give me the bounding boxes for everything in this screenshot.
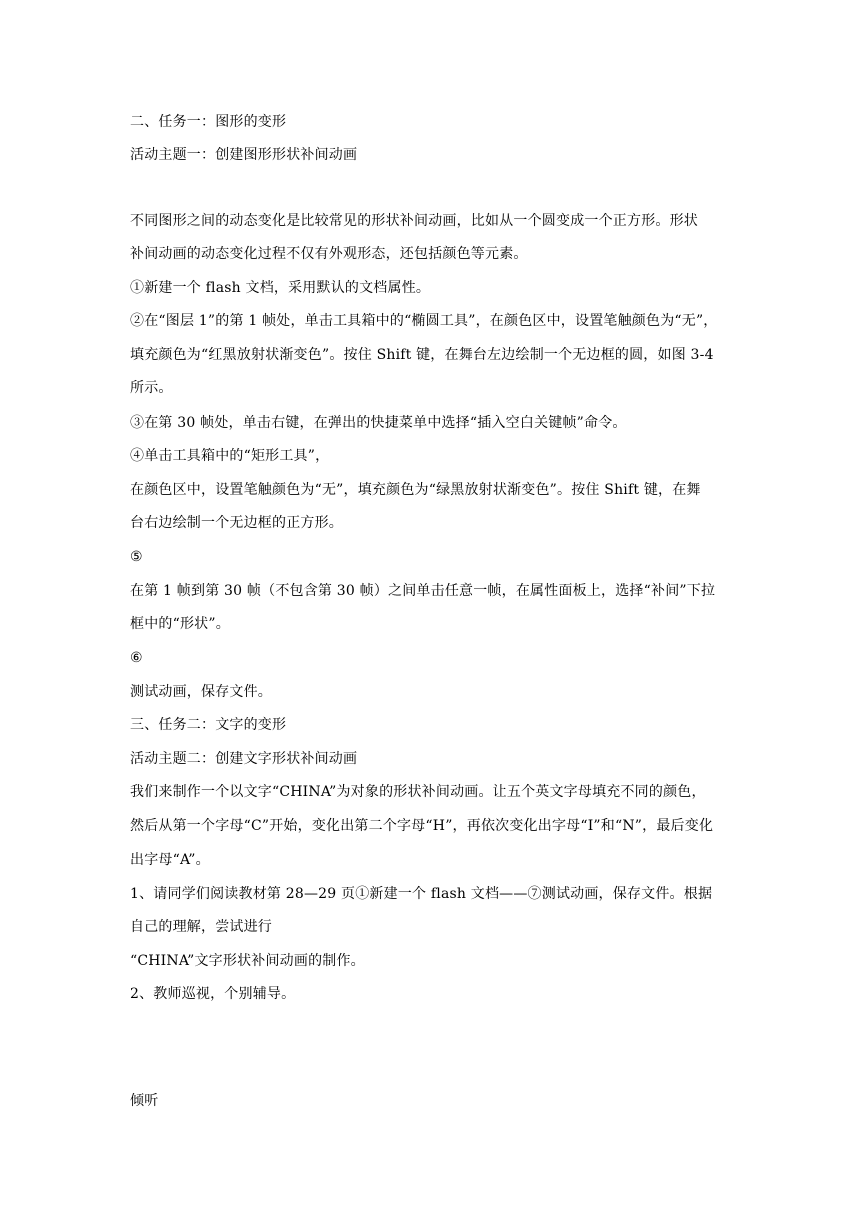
paragraph-line: 然后从第一个字母“C”开始，变化出第二个字母“H”，再依次变化出字母“I”和“N”，最后变化 (130, 818, 714, 834)
paragraph-line: 出字母“A”。 (130, 852, 210, 868)
step-4-line: 在颜色区中，设置笔触颜色为“无”，填充颜色为“绿黑放射状渐变色”。按住 Shift 键，在舞 (130, 482, 701, 498)
step-6-marker: ⑥ (130, 650, 143, 666)
instruction-1-line: 1、请同学们阅读教材第 28—29 页①新建一个 flash 文档——⑦测试动画，保存文件。根据 (130, 886, 713, 902)
step-4-line: ④单击工具箱中的“矩形工具”， (130, 448, 330, 464)
paragraph-line: 不同图形之间的动态变化是比较常见的形状补间动画，比如从一个圆变成一个正方形。形状 (130, 213, 698, 229)
step-1-line: ①新建一个 flash 文档，采用默认的文档属性。 (130, 280, 431, 296)
activity-theme-two: 活动主题二：创建文字形状补间动画 (130, 751, 358, 767)
step-4-line: 台右边绘制一个无边框的正方形。 (130, 515, 343, 531)
section-heading-task-two: 三、任务二：文字的变形 (130, 717, 287, 733)
step-5-line: 框中的“形状”。 (130, 616, 230, 632)
step-2-line: 所示。 (130, 380, 173, 396)
instruction-2-line: 2、教师巡视，个别辅导。 (130, 986, 296, 1002)
step-6-line: 测试动画，保存文件。 (130, 684, 272, 700)
paragraph-line: 我们来制作一个以文字“CHINA”为对象的形状补间动画。让五个英文字母填充不同的颜色， (130, 784, 706, 800)
instruction-1-line: 自己的理解，尝试进行 (130, 919, 272, 935)
activity-theme-one: 活动主题一：创建图形形状补间动画 (130, 147, 358, 163)
section-heading-task-one: 二、任务一：图形的变形 (130, 114, 287, 130)
step-2-line: ②在“图层 1”的第 1 帧处，单击工具箱中的“椭圆工具”，在颜色区中，设置笔触颜色为“无”， (130, 313, 718, 329)
student-activity-label: 倾听 (130, 1093, 159, 1109)
instruction-1-line: “CHINA”文字形状补间动画的制作。 (130, 953, 365, 969)
step-3-line: ③在第 30 帧处，单击右键，在弹出的快捷菜单中选择“插入空白关键帧”命令。 (130, 415, 627, 431)
paragraph-line: 补间动画的动态变化过程不仅有外观形态，还包括颜色等元素。 (130, 246, 528, 262)
step-5-line: 在第 1 帧到第 30 帧（不包含第 30 帧）之间单击任意一帧，在属性面板上，选择“补间”下拉 (130, 583, 716, 599)
step-5-marker: ⑤ (130, 549, 143, 565)
step-2-line: 填充颜色为“红黑放射状渐变色”。按住 Shift 键，在舞台左边绘制一个无边框的圆，如图 3-4 (130, 347, 714, 363)
